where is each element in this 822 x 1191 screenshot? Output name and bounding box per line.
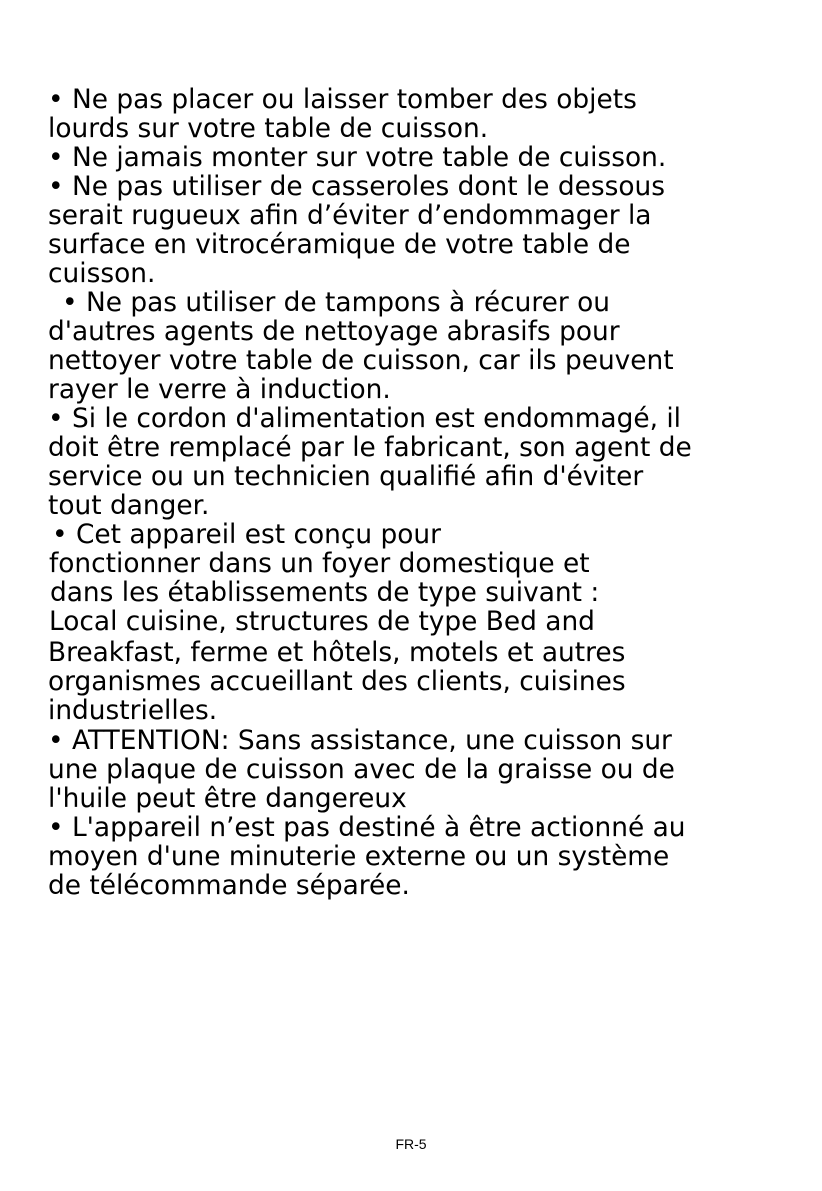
text-line: une plaque de cuisson avec de la graisse ou de [48,754,675,785]
text-line: fonctionner dans un foyer domestique et [49,548,590,579]
text-line: • Ne pas placer ou laisser tomber des objets [48,84,637,115]
text-line: service ou un technicien qualifié afin d'éviter [48,461,644,492]
text-line: nettoyer votre table de cuisson, car ils peuvent [48,345,674,376]
text-line: de télécommande séparée. [48,870,410,901]
text-line: lourds sur votre table de cuisson. [48,113,489,144]
text-line: tout danger. [48,490,210,521]
text-line: • Ne pas utiliser de casseroles dont le dessous [48,171,666,202]
text-line: • Ne pas utiliser de tampons à récurer ou [62,287,610,318]
text-line: moyen d'une minuterie externe ou un système [48,841,670,872]
text-line: serait rugueux afin d’éviter d’endommager la [48,200,652,231]
text-line: • ATTENTION: Sans assistance, une cuisson sur [48,725,672,756]
text-line: surface en vitrocéramique de votre table de [48,229,631,260]
text-line: doit être remplacé par le fabricant, son agent de [48,432,692,463]
page-number: FR-5 [395,1136,427,1152]
text-line: Breakfast, ferme et hôtels, motels et autres [48,637,626,668]
text-line: • Ne jamais monter sur votre table de cuisson. [48,142,667,173]
text-line: dans les établissements de type suivant : [50,577,600,608]
text-line: • Si le cordon d'alimentation est endommagé, il [48,403,682,434]
text-line: rayer le verre à induction. [48,374,391,405]
text-line: • Cet appareil est conçu pour [52,519,441,550]
text-line: d'autres agents de nettoyage abrasifs pour [48,316,620,347]
text-line: l'huile peut être dangereux [48,783,407,814]
text-line: cuisson. [48,258,156,289]
text-line: organismes accueillant des clients, cuisines [48,666,626,697]
text-line: Local cuisine, structures de type Bed and [49,606,595,637]
text-line: • L'appareil n’est pas destiné à être actionné au [48,812,686,843]
text-line: industrielles. [48,695,218,726]
